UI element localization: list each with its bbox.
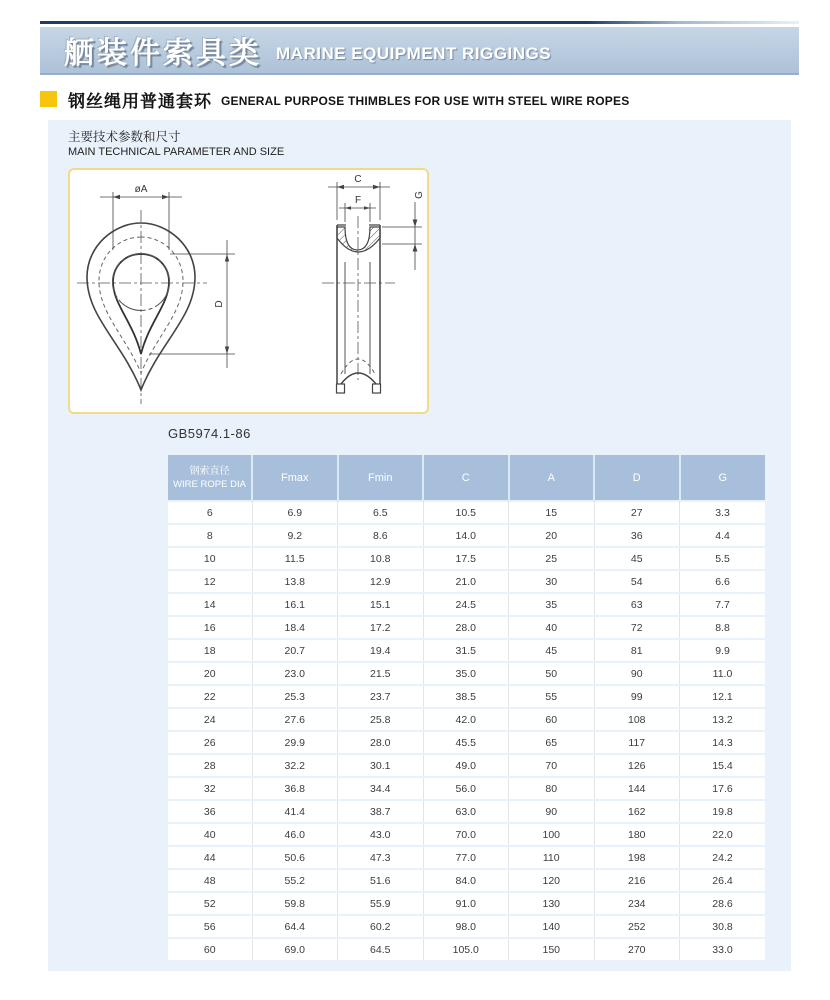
table-cell: 27.6 xyxy=(252,708,338,731)
col-header-wire-rope-dia xyxy=(168,455,252,501)
table-body xyxy=(168,501,765,961)
table-cell: 50 xyxy=(509,662,595,685)
yellow-square-bullet-icon xyxy=(40,91,57,107)
table-cell: 40 xyxy=(509,616,595,639)
table-cell: 38.5 xyxy=(423,685,509,708)
table-cell: 42.0 xyxy=(423,708,509,731)
table-cell: 24 xyxy=(168,708,252,731)
table-cell: 55.2 xyxy=(252,869,338,892)
table-cell: 25 xyxy=(509,547,595,570)
table-cell: 6.5 xyxy=(338,501,424,524)
table-cell: 13.8 xyxy=(252,570,338,593)
table-cell: 150 xyxy=(509,938,595,961)
table-cell: 40 xyxy=(168,823,252,846)
table-cell: 50.6 xyxy=(252,846,338,869)
table-cell: 270 xyxy=(594,938,680,961)
table-cell: 3.3 xyxy=(680,501,766,524)
table-cell: 52 xyxy=(168,892,252,915)
table-row xyxy=(168,869,765,892)
banner-title-zh: 舾装件索具类 xyxy=(64,37,262,70)
table-cell: 28 xyxy=(168,754,252,777)
table-cell: 20 xyxy=(168,662,252,685)
table-row xyxy=(168,915,765,938)
table-cell: 23.0 xyxy=(252,662,338,685)
table-cell: 162 xyxy=(594,800,680,823)
table-cell: 35.0 xyxy=(423,662,509,685)
table-cell: 16 xyxy=(168,616,252,639)
table-cell: 19.4 xyxy=(338,639,424,662)
table-cell: 198 xyxy=(594,846,680,869)
table-cell: 80 xyxy=(509,777,595,800)
table-cell: 51.6 xyxy=(338,869,424,892)
table-header-row xyxy=(168,455,765,501)
table-cell: 6.6 xyxy=(680,570,766,593)
table-cell: 34.4 xyxy=(338,777,424,800)
table-cell: 105.0 xyxy=(423,938,509,961)
table-cell: 18.4 xyxy=(252,616,338,639)
col-header-d: D xyxy=(594,455,680,501)
page-banner xyxy=(40,27,799,75)
table-cell: 11.0 xyxy=(680,662,766,685)
table-cell: 17.2 xyxy=(338,616,424,639)
table-row xyxy=(168,685,765,708)
col-header-g: G xyxy=(680,455,766,501)
table-cell: 17.5 xyxy=(423,547,509,570)
table-row xyxy=(168,662,765,685)
col-header-c: C xyxy=(423,455,509,501)
table-row xyxy=(168,777,765,800)
table-cell: 140 xyxy=(509,915,595,938)
table-row xyxy=(168,800,765,823)
table-cell: 234 xyxy=(594,892,680,915)
col-header-fmin: Fmin xyxy=(338,455,424,501)
table-cell: 126 xyxy=(594,754,680,777)
table-cell: 54 xyxy=(594,570,680,593)
table-cell: 23.7 xyxy=(338,685,424,708)
section-title-zh: 钢丝绳用普通套环 xyxy=(68,91,212,111)
col-header-zh: 钢索直径 xyxy=(189,465,230,477)
table-cell: 17.6 xyxy=(680,777,766,800)
table-cell: 64.5 xyxy=(338,938,424,961)
table-cell: 6.9 xyxy=(252,501,338,524)
table-cell: 26 xyxy=(168,731,252,754)
table-cell: 45 xyxy=(509,639,595,662)
table-cell: 33.0 xyxy=(680,938,766,961)
table-cell: 65 xyxy=(509,731,595,754)
table-cell: 8.6 xyxy=(338,524,424,547)
table-cell: 14 xyxy=(168,593,252,616)
table-cell: 21.5 xyxy=(338,662,424,685)
table-cell: 55 xyxy=(509,685,595,708)
table-cell: 32 xyxy=(168,777,252,800)
dim-label-a: øA xyxy=(134,184,148,195)
table-cell: 15 xyxy=(509,501,595,524)
table-cell: 28.6 xyxy=(680,892,766,915)
table-cell: 31.5 xyxy=(423,639,509,662)
table-cell: 49.0 xyxy=(423,754,509,777)
table-cell: 35 xyxy=(509,593,595,616)
table-cell: 7.7 xyxy=(680,593,766,616)
table-cell: 45.5 xyxy=(423,731,509,754)
table-cell: 36 xyxy=(594,524,680,547)
table-row xyxy=(168,938,765,961)
table-cell: 38.7 xyxy=(338,800,424,823)
col-header-fmax: Fmax xyxy=(252,455,338,501)
table-cell: 22 xyxy=(168,685,252,708)
table-cell: 27 xyxy=(594,501,680,524)
table-cell: 8.8 xyxy=(680,616,766,639)
table-cell: 15.4 xyxy=(680,754,766,777)
table-row xyxy=(168,524,765,547)
table-row xyxy=(168,731,765,754)
table-cell: 70 xyxy=(509,754,595,777)
table-row xyxy=(168,501,765,524)
subtitle-zh: 主要技术参数和尺寸 xyxy=(68,130,181,144)
section-header xyxy=(40,88,629,110)
table-cell: 60.2 xyxy=(338,915,424,938)
table-cell: 216 xyxy=(594,869,680,892)
table-cell: 21.0 xyxy=(423,570,509,593)
table-row xyxy=(168,570,765,593)
table-cell: 60 xyxy=(509,708,595,731)
table-cell: 10.8 xyxy=(338,547,424,570)
table-cell: 8 xyxy=(168,524,252,547)
table-cell: 20.7 xyxy=(252,639,338,662)
table-cell: 63 xyxy=(594,593,680,616)
table-cell: 25.8 xyxy=(338,708,424,731)
col-header-a: A xyxy=(509,455,595,501)
table-cell: 60 xyxy=(168,938,252,961)
table-cell: 20 xyxy=(509,524,595,547)
table-cell: 26.4 xyxy=(680,869,766,892)
table-cell: 24.5 xyxy=(423,593,509,616)
table-cell: 77.0 xyxy=(423,846,509,869)
parameter-table xyxy=(168,455,765,962)
table-cell: 98.0 xyxy=(423,915,509,938)
table-row xyxy=(168,892,765,915)
table-cell: 43.0 xyxy=(338,823,424,846)
table-cell: 30 xyxy=(509,570,595,593)
table-cell: 13.2 xyxy=(680,708,766,731)
table-cell: 6 xyxy=(168,501,252,524)
col-header-en: WIRE ROPE DIA xyxy=(173,478,246,490)
table-row xyxy=(168,616,765,639)
dim-label-c: C xyxy=(354,174,362,185)
table-cell: 12.1 xyxy=(680,685,766,708)
table-cell: 91.0 xyxy=(423,892,509,915)
table-cell: 32.2 xyxy=(252,754,338,777)
table-cell: 120 xyxy=(509,869,595,892)
table-cell: 12.9 xyxy=(338,570,424,593)
table-cell: 48 xyxy=(168,869,252,892)
table-cell: 22.0 xyxy=(680,823,766,846)
table-cell: 63.0 xyxy=(423,800,509,823)
table-cell: 10 xyxy=(168,547,252,570)
table-cell: 47.3 xyxy=(338,846,424,869)
table-cell: 44 xyxy=(168,846,252,869)
table-cell: 90 xyxy=(509,800,595,823)
table-cell: 64.4 xyxy=(252,915,338,938)
table-cell: 15.1 xyxy=(338,593,424,616)
table-cell: 19.8 xyxy=(680,800,766,823)
table-cell: 36 xyxy=(168,800,252,823)
table-cell: 29.9 xyxy=(252,731,338,754)
table-row xyxy=(168,823,765,846)
banner-title-en: MARINE EQUIPMENT RIGGINGS xyxy=(276,44,552,63)
table-cell: 28.0 xyxy=(338,731,424,754)
table-cell: 5.5 xyxy=(680,547,766,570)
standard-label: GB5974.1-86 xyxy=(168,426,251,441)
table-cell: 99 xyxy=(594,685,680,708)
table-cell: 45 xyxy=(594,547,680,570)
technical-drawing-box xyxy=(68,168,429,414)
table-cell: 30.8 xyxy=(680,915,766,938)
table-cell: 69.0 xyxy=(252,938,338,961)
table-cell: 4.4 xyxy=(680,524,766,547)
table-cell: 59.8 xyxy=(252,892,338,915)
dim-label-g: G xyxy=(414,191,425,199)
table-cell: 130 xyxy=(509,892,595,915)
table-cell: 70.0 xyxy=(423,823,509,846)
table-cell: 36.8 xyxy=(252,777,338,800)
table-cell: 72 xyxy=(594,616,680,639)
table-cell: 30.1 xyxy=(338,754,424,777)
table-row xyxy=(168,593,765,616)
table-cell: 9.9 xyxy=(680,639,766,662)
table-cell: 108 xyxy=(594,708,680,731)
table-cell: 252 xyxy=(594,915,680,938)
table-cell: 81 xyxy=(594,639,680,662)
table-row xyxy=(168,547,765,570)
table-row xyxy=(168,846,765,869)
table-cell: 55.9 xyxy=(338,892,424,915)
table-cell: 18 xyxy=(168,639,252,662)
subtitle-en: MAIN TECHNICAL PARAMETER AND SIZE xyxy=(68,146,285,158)
dim-label-d: D xyxy=(214,300,225,308)
table-cell: 41.4 xyxy=(252,800,338,823)
table-cell: 84.0 xyxy=(423,869,509,892)
table-cell: 117 xyxy=(594,731,680,754)
table-cell: 10.5 xyxy=(423,501,509,524)
thimble-drawing xyxy=(70,170,427,412)
section-title-en: GENERAL PURPOSE THIMBLES FOR USE WITH STEEL WIRE ROPES xyxy=(221,94,630,108)
table-cell: 14.0 xyxy=(423,524,509,547)
table-cell: 24.2 xyxy=(680,846,766,869)
table-row xyxy=(168,708,765,731)
table-cell: 46.0 xyxy=(252,823,338,846)
table-cell: 56 xyxy=(168,915,252,938)
table-cell: 11.5 xyxy=(252,547,338,570)
table-cell: 180 xyxy=(594,823,680,846)
content-panel xyxy=(48,120,791,971)
dim-label-f: F xyxy=(354,195,362,206)
table-cell: 56.0 xyxy=(423,777,509,800)
banner-accent-line xyxy=(40,21,799,24)
table-cell: 9.2 xyxy=(252,524,338,547)
table-row xyxy=(168,639,765,662)
table-cell: 12 xyxy=(168,570,252,593)
table-cell: 144 xyxy=(594,777,680,800)
table-cell: 14.3 xyxy=(680,731,766,754)
table-cell: 16.1 xyxy=(252,593,338,616)
table-cell: 90 xyxy=(594,662,680,685)
table-cell: 110 xyxy=(509,846,595,869)
table-cell: 28.0 xyxy=(423,616,509,639)
table-row xyxy=(168,754,765,777)
table-cell: 100 xyxy=(509,823,595,846)
table-cell: 25.3 xyxy=(252,685,338,708)
